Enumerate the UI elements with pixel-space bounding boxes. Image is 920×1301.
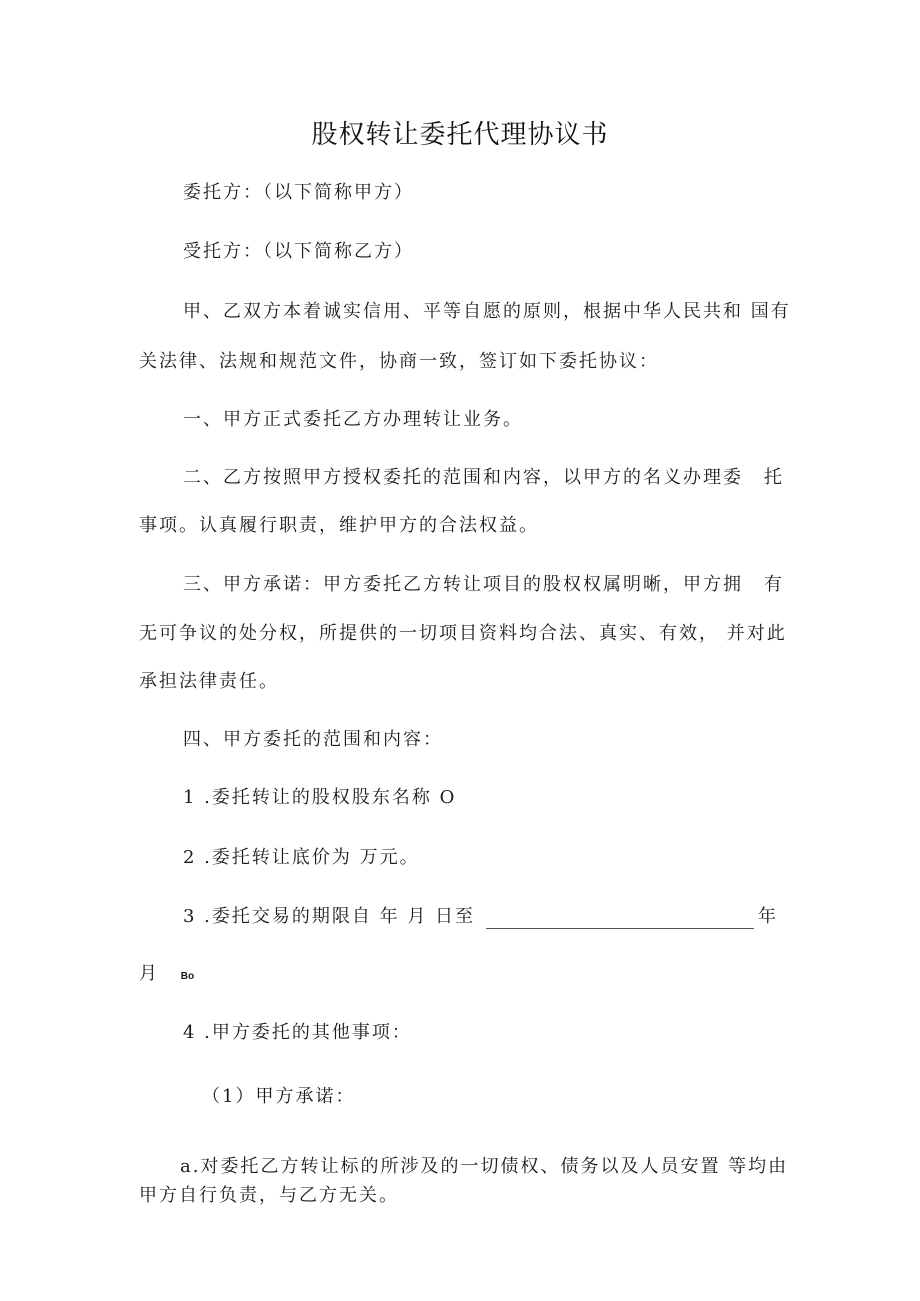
clause-3-line-1: 三、甲方承诺：甲方委托乙方转让项目的股权权属明晰，甲方拥 xyxy=(183,574,743,595)
clause-4: 四、甲方委托的范围和内容： xyxy=(183,729,443,750)
sub-item-1: （1）甲方承诺： xyxy=(202,1086,356,1107)
clause-2-line-1-end: 托 xyxy=(764,467,784,488)
clause-3-line-1-end: 有 xyxy=(764,574,784,595)
sub-a-line-1: a.对委托乙方转让标的所涉及的一切债权、债务以及人员安置 等均由 xyxy=(180,1156,789,1177)
intro-line-1: 甲、乙双方本着诚实信用、平等自愿的原则，根据中华人民共和 国有 xyxy=(183,301,791,322)
clause-3-line-2: 无可争议的处分权，所提供的一切项目资料均合法、真实、有效， 并对此 xyxy=(139,623,787,644)
item-2: 2 .委托转让底价为 万元。 xyxy=(183,847,420,868)
intro-line-2: 关法律、法规和规范文件，协商一致，签订如下委托协议： xyxy=(139,351,659,372)
item-1: 1 .委托转让的股权股东名称 O xyxy=(183,787,457,808)
clause-2-line-2: 事项。认真履行职责，维护甲方的合法权益。 xyxy=(139,515,539,536)
clause-2-line-1: 二、乙方按照甲方授权委托的范围和内容，以甲方的名义办理委 xyxy=(183,467,743,488)
clause-1: 一、甲方正式委托乙方办理转让业务。 xyxy=(183,409,523,430)
item-3-cont xyxy=(139,962,194,989)
item-3-start: 3 .委托交易的期限自 年 月 日至 xyxy=(183,906,476,927)
clause-3-line-3: 承担法律责任。 xyxy=(139,671,279,692)
document-title: 股权转让委托代理协议书 xyxy=(311,120,609,150)
item-4: 4 .甲方委托的其他事项： xyxy=(183,1022,412,1043)
item-3-end: 年 xyxy=(758,906,778,927)
principal-line: 委托方：（以下简称甲方） xyxy=(183,182,414,203)
sub-a-line-2: 甲方自行负责，与乙方无关。 xyxy=(139,1185,399,1206)
agent-line: 受托方：（以下简称乙方） xyxy=(183,241,414,262)
item-3-suffix: Bo xyxy=(180,971,195,982)
date-blank-underline xyxy=(486,928,754,929)
item-3-month: 月 xyxy=(139,963,159,984)
